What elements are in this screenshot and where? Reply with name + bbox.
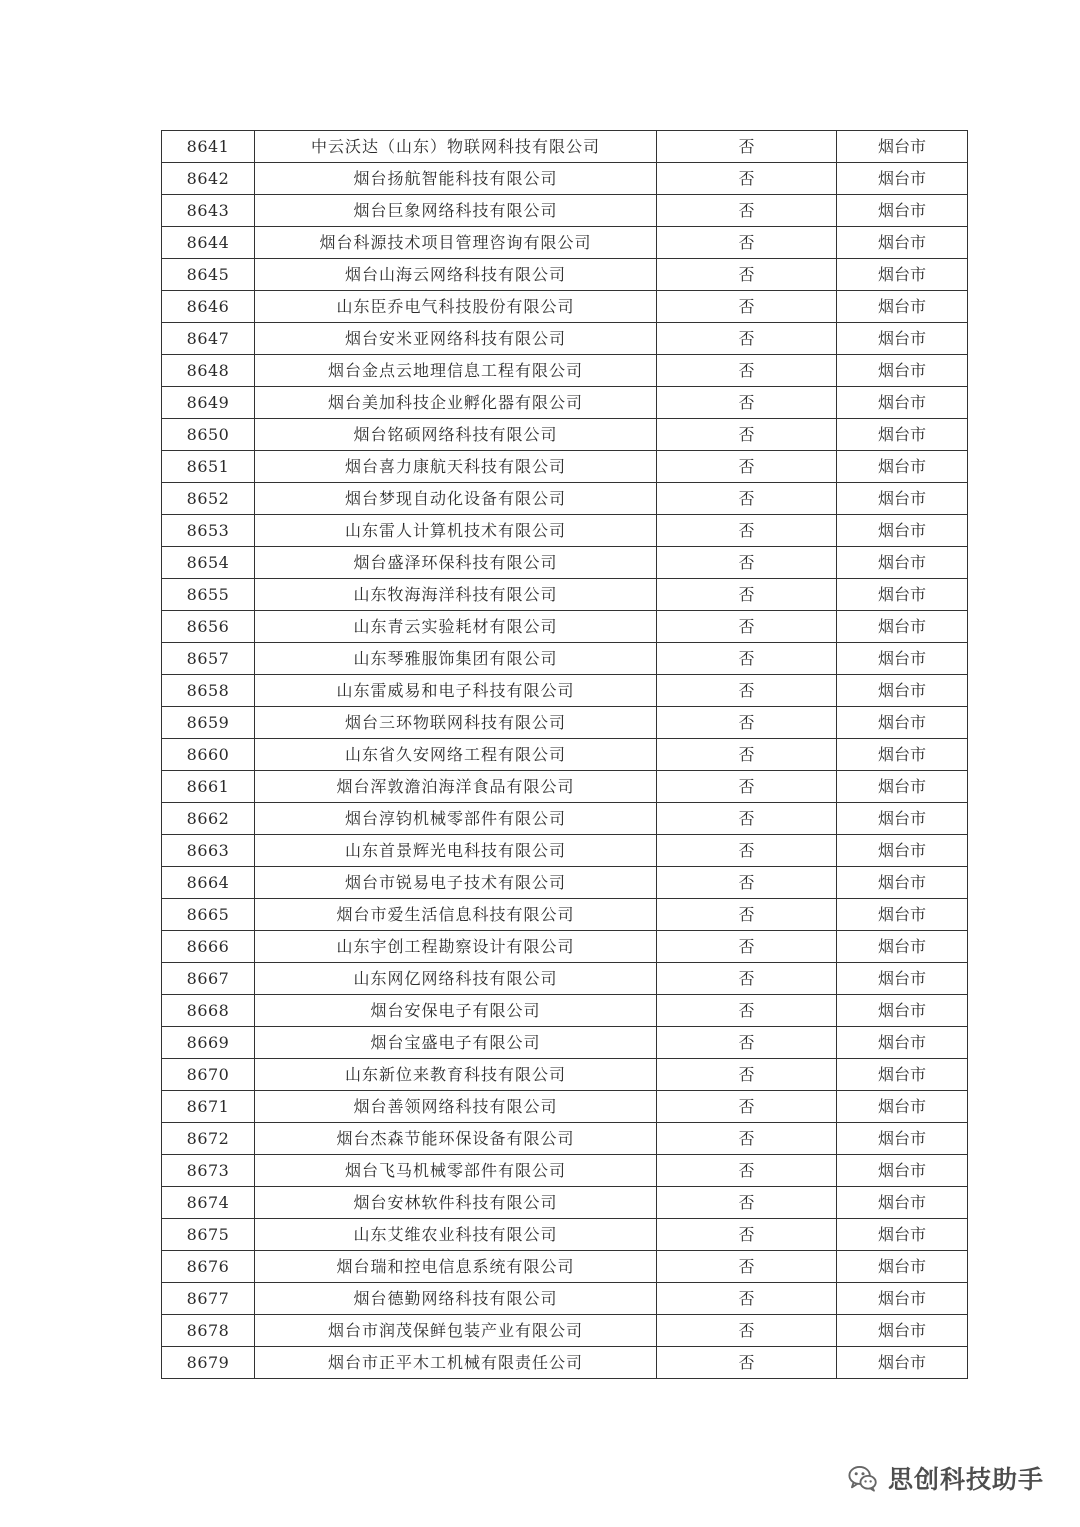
- table-row: [162, 547, 968, 579]
- row-index: 8678: [162, 1315, 255, 1347]
- flag-value: 否: [657, 643, 837, 675]
- row-index: 8645: [162, 259, 255, 291]
- table-row: [162, 611, 968, 643]
- company-name: 烟台喜力康航天科技有限公司: [255, 451, 657, 483]
- flag-value: 否: [657, 355, 837, 387]
- city-name: 烟台市: [837, 131, 968, 163]
- flag-value: 否: [657, 291, 837, 323]
- company-name: 烟台德勤网络科技有限公司: [255, 1283, 657, 1315]
- table-row: [162, 195, 968, 227]
- company-name: 山东首景辉光电科技有限公司: [255, 835, 657, 867]
- company-name: 烟台淳钧机械零部件有限公司: [255, 803, 657, 835]
- flag-value: 否: [657, 323, 837, 355]
- company-name: 烟台金点云地理信息工程有限公司: [255, 355, 657, 387]
- company-name: 烟台安林软件科技有限公司: [255, 1187, 657, 1219]
- row-index: 8671: [162, 1091, 255, 1123]
- row-index: 8672: [162, 1123, 255, 1155]
- row-index: 8643: [162, 195, 255, 227]
- flag-value: 否: [657, 931, 837, 963]
- flag-value: 否: [657, 675, 837, 707]
- row-index: 8650: [162, 419, 255, 451]
- row-index: 8651: [162, 451, 255, 483]
- row-index: 8666: [162, 931, 255, 963]
- row-index: 8646: [162, 291, 255, 323]
- table-row: [162, 1155, 968, 1187]
- table-row: [162, 1187, 968, 1219]
- city-name: 烟台市: [837, 1059, 968, 1091]
- table-row: [162, 387, 968, 419]
- company-name: 烟台三环物联网科技有限公司: [255, 707, 657, 739]
- company-name: 烟台市润茂保鲜包装产业有限公司: [255, 1315, 657, 1347]
- table-row: [162, 643, 968, 675]
- row-index: 8665: [162, 899, 255, 931]
- flag-value: 否: [657, 259, 837, 291]
- company-name: 山东艾维农业科技有限公司: [255, 1219, 657, 1251]
- row-index: 8674: [162, 1187, 255, 1219]
- table-row: [162, 1059, 968, 1091]
- company-name: 烟台科源技术项目管理咨询有限公司: [255, 227, 657, 259]
- flag-value: 否: [657, 835, 837, 867]
- company-name: 烟台杰森节能环保设备有限公司: [255, 1123, 657, 1155]
- row-index: 8668: [162, 995, 255, 1027]
- city-name: 烟台市: [837, 1091, 968, 1123]
- city-name: 烟台市: [837, 643, 968, 675]
- flag-value: 否: [657, 1283, 837, 1315]
- city-name: 烟台市: [837, 675, 968, 707]
- row-index: 8663: [162, 835, 255, 867]
- city-name: 烟台市: [837, 1347, 968, 1379]
- row-index: 8658: [162, 675, 255, 707]
- flag-value: 否: [657, 1027, 837, 1059]
- flag-value: 否: [657, 1187, 837, 1219]
- city-name: 烟台市: [837, 963, 968, 995]
- flag-value: 否: [657, 227, 837, 259]
- table-row: [162, 451, 968, 483]
- row-index: 8661: [162, 771, 255, 803]
- city-name: 烟台市: [837, 707, 968, 739]
- flag-value: 否: [657, 707, 837, 739]
- city-name: 烟台市: [837, 1155, 968, 1187]
- table-row: [162, 131, 968, 163]
- company-name: 烟台铭硕网络科技有限公司: [255, 419, 657, 451]
- city-name: 烟台市: [837, 899, 968, 931]
- table-row: [162, 707, 968, 739]
- company-name: 山东省久安网络工程有限公司: [255, 739, 657, 771]
- flag-value: 否: [657, 387, 837, 419]
- city-name: 烟台市: [837, 931, 968, 963]
- flag-value: 否: [657, 419, 837, 451]
- flag-value: 否: [657, 195, 837, 227]
- city-name: 烟台市: [837, 867, 968, 899]
- city-name: 烟台市: [837, 227, 968, 259]
- table-row: [162, 1219, 968, 1251]
- city-name: 烟台市: [837, 195, 968, 227]
- row-index: 8675: [162, 1219, 255, 1251]
- company-name: 山东雷威易和电子科技有限公司: [255, 675, 657, 707]
- table-row: [162, 867, 968, 899]
- company-name: 烟台宝盛电子有限公司: [255, 1027, 657, 1059]
- company-name: 山东新位来教育科技有限公司: [255, 1059, 657, 1091]
- table-body: [162, 131, 968, 1379]
- city-name: 烟台市: [837, 1187, 968, 1219]
- flag-value: 否: [657, 611, 837, 643]
- watermark-label: 思创科技助手: [887, 1465, 1044, 1494]
- row-index: 8641: [162, 131, 255, 163]
- company-name: 山东牧海海洋科技有限公司: [255, 579, 657, 611]
- flag-value: 否: [657, 899, 837, 931]
- company-name: 山东青云实验耗材有限公司: [255, 611, 657, 643]
- flag-value: 否: [657, 771, 837, 803]
- table-row: [162, 963, 968, 995]
- city-name: 烟台市: [837, 163, 968, 195]
- table-row: [162, 675, 968, 707]
- table-row: [162, 1027, 968, 1059]
- row-index: 8652: [162, 483, 255, 515]
- city-name: 烟台市: [837, 451, 968, 483]
- city-name: 烟台市: [837, 515, 968, 547]
- table-row: [162, 899, 968, 931]
- company-name: 烟台安米亚网络科技有限公司: [255, 323, 657, 355]
- company-name: 烟台瑞和控电信息系统有限公司: [255, 1251, 657, 1283]
- company-name: 烟台巨象网络科技有限公司: [255, 195, 657, 227]
- table-row: [162, 419, 968, 451]
- flag-value: 否: [657, 963, 837, 995]
- city-name: 烟台市: [837, 995, 968, 1027]
- city-name: 烟台市: [837, 1123, 968, 1155]
- flag-value: 否: [657, 1091, 837, 1123]
- table-row: [162, 1347, 968, 1379]
- city-name: 烟台市: [837, 323, 968, 355]
- flag-value: 否: [657, 1155, 837, 1187]
- flag-value: 否: [657, 1123, 837, 1155]
- company-name: 烟台善领网络科技有限公司: [255, 1091, 657, 1123]
- company-name: 烟台安保电子有限公司: [255, 995, 657, 1027]
- table-row: [162, 227, 968, 259]
- row-index: 8676: [162, 1251, 255, 1283]
- flag-value: 否: [657, 451, 837, 483]
- row-index: 8673: [162, 1155, 255, 1187]
- company-table: [161, 130, 968, 1379]
- table-row: [162, 1123, 968, 1155]
- flag-value: 否: [657, 579, 837, 611]
- flag-value: 否: [657, 1251, 837, 1283]
- row-index: 8679: [162, 1347, 255, 1379]
- row-index: 8667: [162, 963, 255, 995]
- flag-value: 否: [657, 483, 837, 515]
- company-name: 烟台盛泽环保科技有限公司: [255, 547, 657, 579]
- company-name: 山东琴雅服饰集团有限公司: [255, 643, 657, 675]
- flag-value: 否: [657, 515, 837, 547]
- table-row: [162, 483, 968, 515]
- row-index: 8677: [162, 1283, 255, 1315]
- table-row: [162, 515, 968, 547]
- flag-value: 否: [657, 163, 837, 195]
- flag-value: 否: [657, 803, 837, 835]
- flag-value: 否: [657, 1315, 837, 1347]
- watermark: [846, 1458, 1044, 1498]
- table-row: [162, 1251, 968, 1283]
- company-name: 烟台飞马机械零部件有限公司: [255, 1155, 657, 1187]
- row-index: 8647: [162, 323, 255, 355]
- city-name: 烟台市: [837, 547, 968, 579]
- row-index: 8657: [162, 643, 255, 675]
- row-index: 8670: [162, 1059, 255, 1091]
- company-name: 烟台山海云网络科技有限公司: [255, 259, 657, 291]
- table-row: [162, 163, 968, 195]
- table-row: [162, 259, 968, 291]
- row-index: 8653: [162, 515, 255, 547]
- table-row: [162, 995, 968, 1027]
- flag-value: 否: [657, 1219, 837, 1251]
- table-row: [162, 579, 968, 611]
- row-index: 8660: [162, 739, 255, 771]
- city-name: 烟台市: [837, 419, 968, 451]
- city-name: 烟台市: [837, 1219, 968, 1251]
- table-row: [162, 931, 968, 963]
- city-name: 烟台市: [837, 259, 968, 291]
- table-row: [162, 355, 968, 387]
- company-name: 烟台梦现自动化设备有限公司: [255, 483, 657, 515]
- wechat-icon: [846, 1461, 880, 1495]
- flag-value: 否: [657, 739, 837, 771]
- table-row: [162, 1091, 968, 1123]
- city-name: 烟台市: [837, 579, 968, 611]
- city-name: 烟台市: [837, 739, 968, 771]
- city-name: 烟台市: [837, 771, 968, 803]
- city-name: 烟台市: [837, 1283, 968, 1315]
- row-index: 8648: [162, 355, 255, 387]
- company-name: 烟台美加科技企业孵化器有限公司: [255, 387, 657, 419]
- company-name: 山东臣乔电气科技股份有限公司: [255, 291, 657, 323]
- city-name: 烟台市: [837, 1315, 968, 1347]
- table-row: [162, 803, 968, 835]
- city-name: 烟台市: [837, 803, 968, 835]
- flag-value: 否: [657, 995, 837, 1027]
- company-name: 烟台市锐易电子技术有限公司: [255, 867, 657, 899]
- table-row: [162, 1283, 968, 1315]
- city-name: 烟台市: [837, 1027, 968, 1059]
- flag-value: 否: [657, 547, 837, 579]
- row-index: 8654: [162, 547, 255, 579]
- row-index: 8669: [162, 1027, 255, 1059]
- city-name: 烟台市: [837, 355, 968, 387]
- row-index: 8655: [162, 579, 255, 611]
- table-row: [162, 771, 968, 803]
- flag-value: 否: [657, 1059, 837, 1091]
- city-name: 烟台市: [837, 291, 968, 323]
- city-name: 烟台市: [837, 835, 968, 867]
- city-name: 烟台市: [837, 611, 968, 643]
- row-index: 8649: [162, 387, 255, 419]
- flag-value: 否: [657, 1347, 837, 1379]
- company-name: 烟台扬航智能科技有限公司: [255, 163, 657, 195]
- row-index: 8656: [162, 611, 255, 643]
- city-name: 烟台市: [837, 1251, 968, 1283]
- company-name: 烟台市正平木工机械有限责任公司: [255, 1347, 657, 1379]
- company-name: 山东宇创工程勘察设计有限公司: [255, 931, 657, 963]
- company-name: 烟台市爱生活信息科技有限公司: [255, 899, 657, 931]
- company-name: 山东雷人计算机技术有限公司: [255, 515, 657, 547]
- table-row: [162, 739, 968, 771]
- company-name: 山东网亿网络科技有限公司: [255, 963, 657, 995]
- table-row: [162, 835, 968, 867]
- table-row: [162, 323, 968, 355]
- row-index: 8642: [162, 163, 255, 195]
- flag-value: 否: [657, 131, 837, 163]
- company-name: 烟台浑敦澹泊海洋食品有限公司: [255, 771, 657, 803]
- city-name: 烟台市: [837, 483, 968, 515]
- flag-value: 否: [657, 867, 837, 899]
- table-row: [162, 1315, 968, 1347]
- city-name: 烟台市: [837, 387, 968, 419]
- company-name: 中云沃达（山东）物联网科技有限公司: [255, 131, 657, 163]
- row-index: 8659: [162, 707, 255, 739]
- row-index: 8644: [162, 227, 255, 259]
- row-index: 8662: [162, 803, 255, 835]
- row-index: 8664: [162, 867, 255, 899]
- table-row: [162, 291, 968, 323]
